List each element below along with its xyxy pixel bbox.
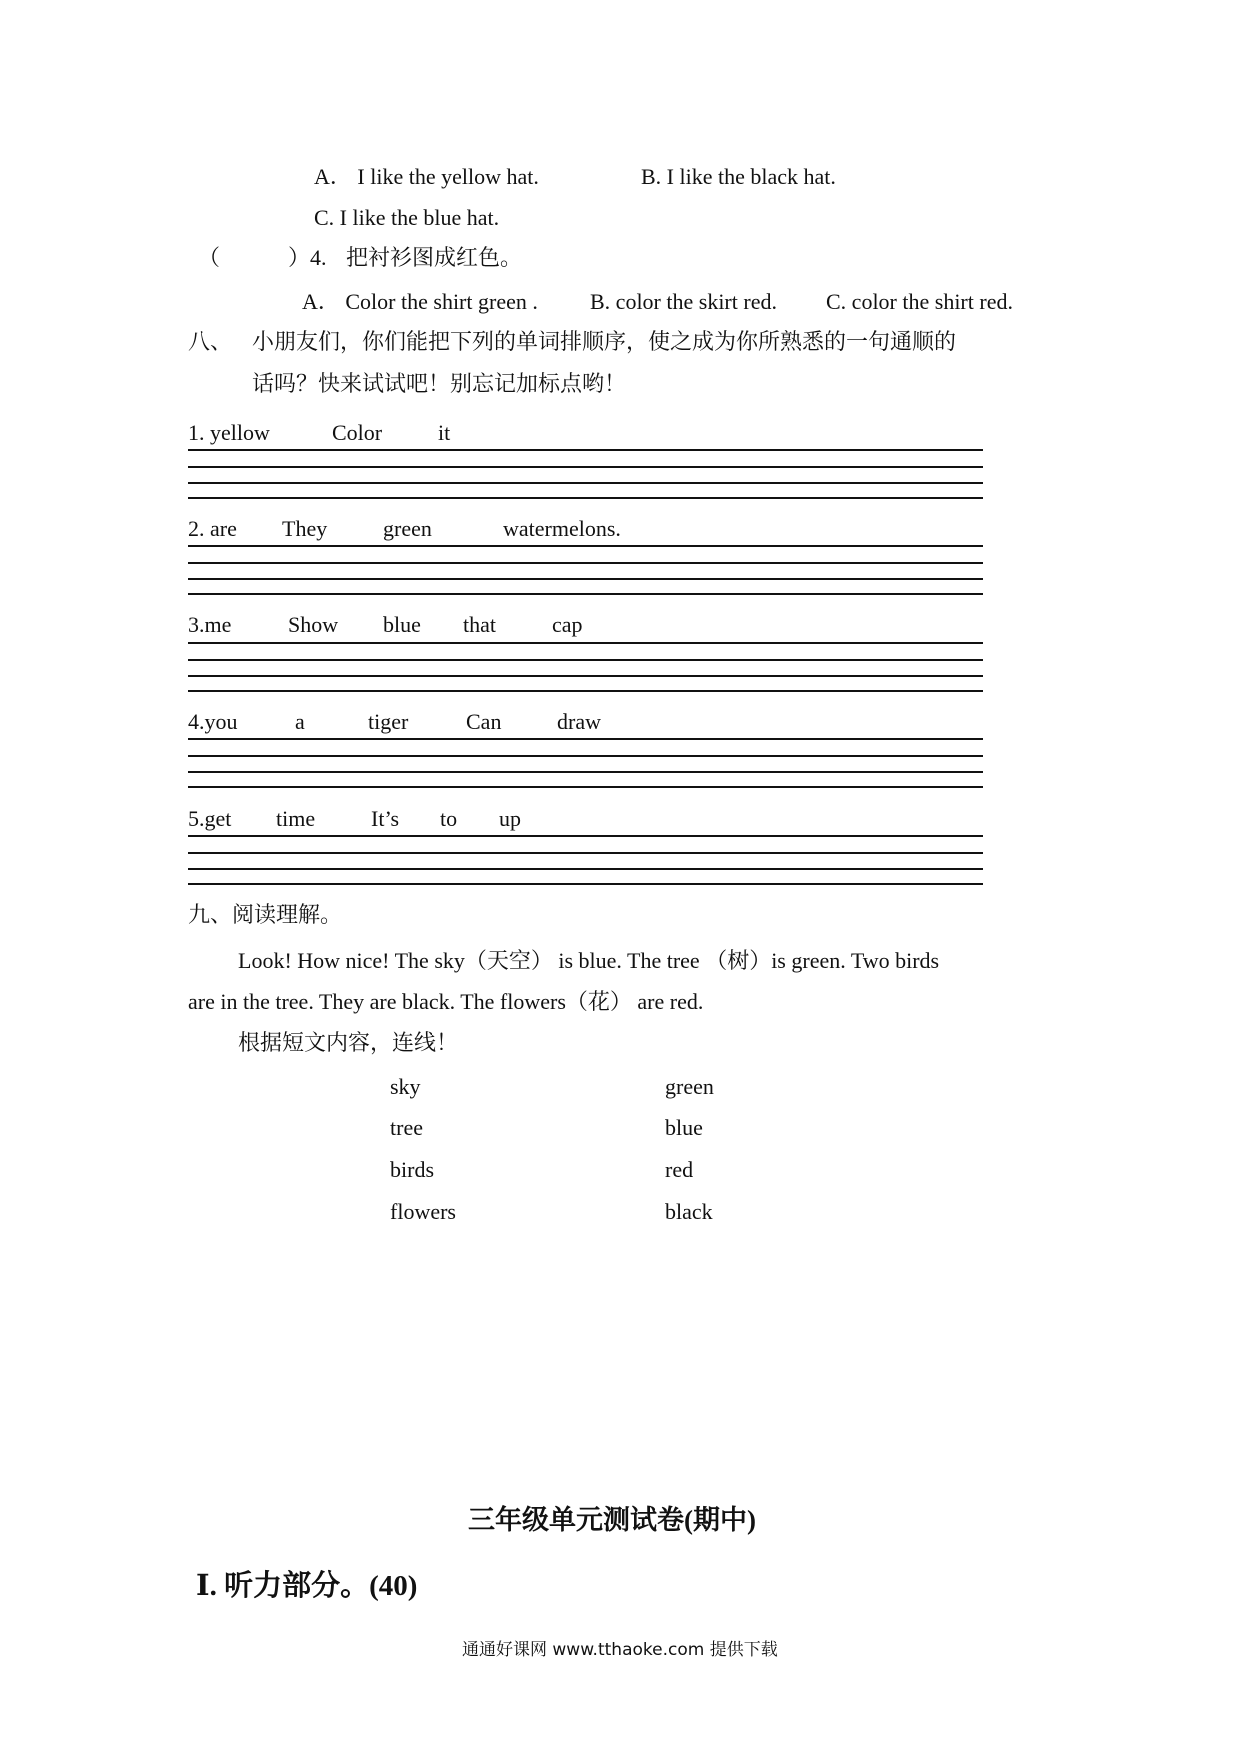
item3-word-5: cap bbox=[552, 612, 583, 637]
writing-line[interactable] bbox=[188, 659, 983, 661]
item2-word-2: They bbox=[282, 516, 328, 541]
writing-line[interactable] bbox=[188, 883, 983, 885]
match-left-item[interactable]: birds bbox=[390, 1157, 434, 1182]
writing-line[interactable] bbox=[188, 835, 983, 837]
section9-heading: 九、阅读理解。 bbox=[188, 902, 343, 927]
match-left-item[interactable]: sky bbox=[390, 1074, 421, 1099]
writing-line[interactable] bbox=[188, 545, 983, 547]
listening-part-heading: Ⅰ. 听力部分。(40) bbox=[196, 1570, 418, 1602]
section8-instruction-1: 小朋友们，你们能把下列的单词排顺序，使之成为你所熟悉的一句通顺的 bbox=[252, 329, 957, 354]
q3-option-c: C. I like the blue hat. bbox=[314, 205, 500, 230]
item5-word-4: to bbox=[440, 806, 458, 831]
item4-word-2: a bbox=[295, 709, 305, 734]
writing-line[interactable] bbox=[188, 562, 983, 564]
q3-option-b: B. I like the black hat. bbox=[641, 164, 836, 189]
item3-word-3: blue bbox=[383, 612, 421, 637]
match-right-item[interactable]: green bbox=[665, 1074, 714, 1099]
passage-line-2: are in the tree. They are black. The flowers（花） are red. bbox=[188, 989, 704, 1014]
exam-title: 三年级单元测试卷(期中) bbox=[468, 1505, 756, 1535]
item2-word-4: watermelons. bbox=[503, 516, 621, 541]
item3-word-2: Show bbox=[288, 612, 339, 637]
item2-word-1: 2. are bbox=[188, 516, 237, 541]
matching-task: 根据短文内容，连线！ bbox=[238, 1030, 459, 1055]
writing-line[interactable] bbox=[188, 482, 983, 484]
footer-credit: 通通好课网 www.tthaoke.com 提供下载 bbox=[462, 1640, 778, 1660]
q4-option-a: A． Color the shirt green . bbox=[302, 289, 538, 314]
q4-option-c: C. color the shirt red. bbox=[826, 289, 1013, 314]
writing-line[interactable] bbox=[188, 738, 983, 740]
section8-number: 八、 bbox=[188, 329, 233, 354]
item1-word-1: 1. yellow bbox=[188, 420, 270, 445]
match-right-item[interactable]: red bbox=[665, 1157, 694, 1182]
writing-line[interactable] bbox=[188, 578, 983, 580]
item4-word-5: draw bbox=[557, 709, 601, 734]
writing-line[interactable] bbox=[188, 690, 983, 692]
match-right-item[interactable]: black bbox=[665, 1199, 713, 1224]
writing-line[interactable] bbox=[188, 466, 983, 468]
match-left-item[interactable]: tree bbox=[390, 1115, 423, 1140]
writing-line[interactable] bbox=[188, 449, 983, 451]
item3-word-1: 3.me bbox=[188, 612, 232, 637]
passage-line-1: Look! How nice! The sky（天空） is blue. The tree （树）is green. Two birds bbox=[238, 948, 940, 973]
item5-word-1: 5.get bbox=[188, 806, 232, 831]
q4-option-b: B. color the skirt red. bbox=[590, 289, 777, 314]
answer-paren-open: （ bbox=[198, 245, 221, 270]
writing-line[interactable] bbox=[188, 852, 983, 854]
section8-instruction-2: 话吗？快来试试吧！别忘记加标点哟！ bbox=[252, 371, 627, 396]
writing-line[interactable] bbox=[188, 642, 983, 644]
item5-word-2: time bbox=[276, 806, 316, 831]
item3-word-4: that bbox=[463, 612, 496, 637]
writing-line[interactable] bbox=[188, 497, 983, 499]
q4-number: ）4. bbox=[288, 245, 327, 270]
writing-line[interactable] bbox=[188, 675, 983, 677]
writing-line[interactable] bbox=[188, 786, 983, 788]
q3-option-a: A． I like the yellow hat. bbox=[314, 164, 539, 189]
q4-prompt: 把衬衫图成红色。 bbox=[346, 245, 523, 270]
item2-word-3: green bbox=[383, 516, 432, 541]
writing-line[interactable] bbox=[188, 771, 983, 773]
item5-word-3: It’s bbox=[371, 806, 400, 831]
item4-word-1: 4.you bbox=[188, 709, 238, 734]
item5-word-5: up bbox=[499, 806, 521, 831]
match-right-item[interactable]: blue bbox=[665, 1115, 703, 1140]
match-left-item[interactable]: flowers bbox=[390, 1199, 456, 1224]
item4-word-4: Can bbox=[466, 709, 502, 734]
item4-word-3: tiger bbox=[368, 709, 409, 734]
item1-word-3: it bbox=[438, 420, 451, 445]
item1-word-2: Color bbox=[332, 420, 383, 445]
writing-line[interactable] bbox=[188, 868, 983, 870]
writing-line[interactable] bbox=[188, 755, 983, 757]
writing-line[interactable] bbox=[188, 593, 983, 595]
